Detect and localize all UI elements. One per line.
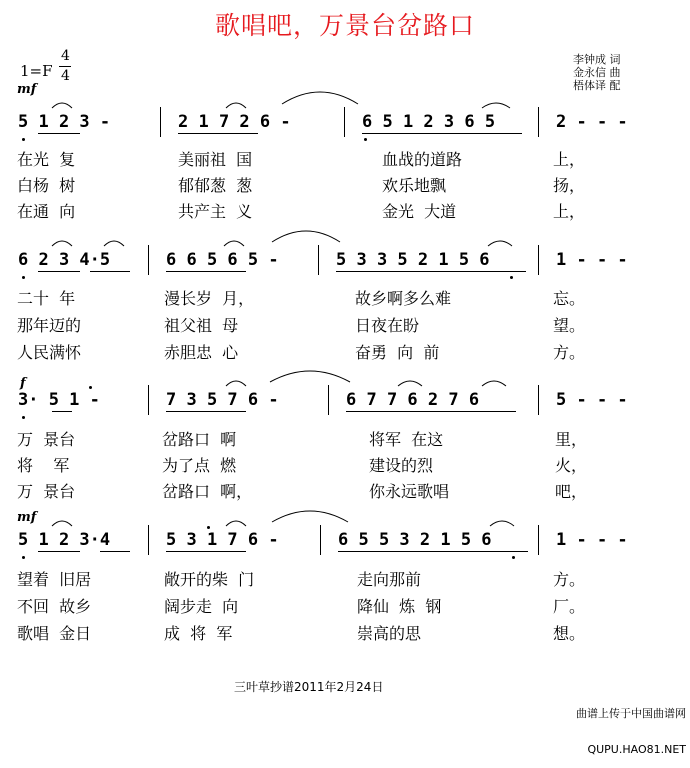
lyric-3-2-1: 将 军 bbox=[17, 456, 70, 475]
lyric-1-1-4: 上， bbox=[553, 150, 586, 169]
measure-1-2: 2 1 7 2 6 - bbox=[178, 112, 291, 132]
site-watermark bbox=[560, 684, 686, 768]
lyric-3-1-2: 岔路口 啊 bbox=[162, 430, 237, 449]
lyric-2-2-1: 那年迈的 bbox=[17, 316, 82, 335]
lyric-4-1-4: 方。 bbox=[553, 570, 586, 589]
measure-3-4: 5 - - - bbox=[556, 390, 628, 410]
lyric-3-2-2: 为了点 燃 bbox=[162, 456, 237, 475]
lyric-1-2-4: 扬， bbox=[553, 176, 586, 195]
measure-4-3: 6 5 5 3 2 1 5 6 bbox=[338, 530, 492, 550]
lyric-1-2-1: 白杨 树 bbox=[17, 176, 76, 195]
lyric-1-3-1: 在通 向 bbox=[17, 202, 76, 221]
lyric-1-3-2: 共产主 义 bbox=[178, 202, 253, 221]
arranger-credit: 梧体译 配 bbox=[573, 79, 621, 92]
lyric-2-1-1: 二十 年 bbox=[17, 289, 76, 308]
lyric-3-3-3: 你永远歌唱 bbox=[369, 482, 450, 501]
lyric-4-1-3: 走向那前 bbox=[357, 570, 422, 589]
site-line-1: 曲谱上传于中国曲谱网 bbox=[576, 707, 686, 720]
lyric-3-3-1: 万 景台 bbox=[17, 482, 76, 501]
lyric-4-3-2: 成 将 军 bbox=[164, 624, 233, 643]
measure-1-1: 5 1 2 3 - bbox=[18, 112, 111, 132]
measure-1-4: 2 - - - bbox=[556, 112, 628, 132]
key-signature: 1=F bbox=[20, 62, 53, 80]
lyric-3-2-3: 建设的烈 bbox=[369, 456, 434, 475]
time-signature-bottom: 4 bbox=[61, 68, 70, 84]
transcriber-note: 三叶草抄谱2011年2月24日 bbox=[234, 680, 384, 694]
measure-3-2: 7 3 5 7 6 - bbox=[166, 390, 279, 410]
lyric-1-3-3: 金光 大道 bbox=[382, 202, 457, 221]
lyric-1-1-3: 血战的道路 bbox=[382, 150, 463, 169]
lyric-4-2-1: 不回 故乡 bbox=[17, 597, 92, 616]
time-signature-top: 4 bbox=[61, 48, 70, 64]
lyric-2-1-3: 故乡啊多么难 bbox=[355, 289, 452, 308]
lyric-1-3-4: 上， bbox=[553, 202, 586, 221]
lyric-4-2-3: 降仙 炼 钢 bbox=[357, 597, 442, 616]
measure-2-3: 5 3 3 5 2 1 5 6 bbox=[336, 250, 490, 270]
lyric-3-2-4: 火， bbox=[555, 456, 588, 475]
lyric-2-2-2: 祖父祖 母 bbox=[164, 316, 239, 335]
measure-2-2: 6 6 5 6 5 - bbox=[166, 250, 279, 270]
measure-4-4: 1 - - - bbox=[556, 530, 628, 550]
lyric-2-2-3: 日夜在盼 bbox=[355, 316, 420, 335]
composer-credit: 金永信 曲 bbox=[573, 66, 621, 79]
lyric-1-1-1: 在光 复 bbox=[17, 150, 76, 169]
lyric-4-3-1: 歌唱 金日 bbox=[17, 624, 92, 643]
lyric-4-1-1: 望着 旧居 bbox=[17, 570, 92, 589]
lyric-3-1-3: 将军 在这 bbox=[369, 430, 444, 449]
lyric-2-2-4: 望。 bbox=[553, 316, 586, 335]
lyric-3-3-2: 岔路口 啊， bbox=[162, 482, 253, 501]
measure-2-4: 1 - - - bbox=[556, 250, 628, 270]
lyric-4-2-4: 厂。 bbox=[553, 597, 586, 616]
measure-1-3: 6 5 1 2 3 6 5 bbox=[362, 112, 496, 132]
measure-4-2: 5 3 1 7 6 - bbox=[166, 530, 279, 550]
lyric-2-3-1: 人民满怀 bbox=[17, 343, 82, 362]
lyricist-credit: 李钟成 词 bbox=[573, 53, 621, 66]
measure-4-1: 5 1 2 3·4 bbox=[18, 530, 111, 550]
lyric-4-3-3: 崇高的思 bbox=[357, 624, 422, 643]
lyric-1-2-2: 郁郁葱 葱 bbox=[178, 176, 253, 195]
lyric-2-3-4: 方。 bbox=[553, 343, 586, 362]
site-line-2: QUPU.HAO81.NET bbox=[587, 743, 686, 756]
lyric-3-3-4: 吧， bbox=[555, 482, 588, 501]
lyric-2-1-2: 漫长岁 月， bbox=[164, 289, 255, 308]
measure-3-1: 3· 5 1 - bbox=[18, 390, 100, 410]
lyric-1-2-3: 欢乐地飘 bbox=[382, 176, 447, 195]
lyric-3-1-1: 万 景台 bbox=[17, 430, 76, 449]
lyric-4-3-4: 想。 bbox=[553, 624, 586, 643]
song-title: 歌唱吧，万景台岔路口 bbox=[214, 11, 475, 40]
lyric-1-1-2: 美丽祖 国 bbox=[178, 150, 253, 169]
lyric-2-3-2: 赤胆忠 心 bbox=[164, 343, 239, 362]
lyric-3-1-4: 里， bbox=[555, 430, 588, 449]
lyric-4-2-2: 阔步走 向 bbox=[164, 597, 239, 616]
measure-2-1: 6 2 3 4·5 bbox=[18, 250, 111, 270]
measure-3-3: 6 7 7 6 2 7 6 bbox=[346, 390, 480, 410]
lyric-4-1-2: 敞开的柴 门 bbox=[164, 570, 255, 589]
lyric-2-1-4: 忘。 bbox=[553, 289, 586, 308]
dynamic-mark-3: mf bbox=[17, 510, 37, 525]
dynamic-mark-1: mf bbox=[17, 82, 37, 97]
dynamic-mark-2: f bbox=[20, 376, 26, 391]
lyric-2-3-3: 奋勇 向 前 bbox=[355, 343, 440, 362]
